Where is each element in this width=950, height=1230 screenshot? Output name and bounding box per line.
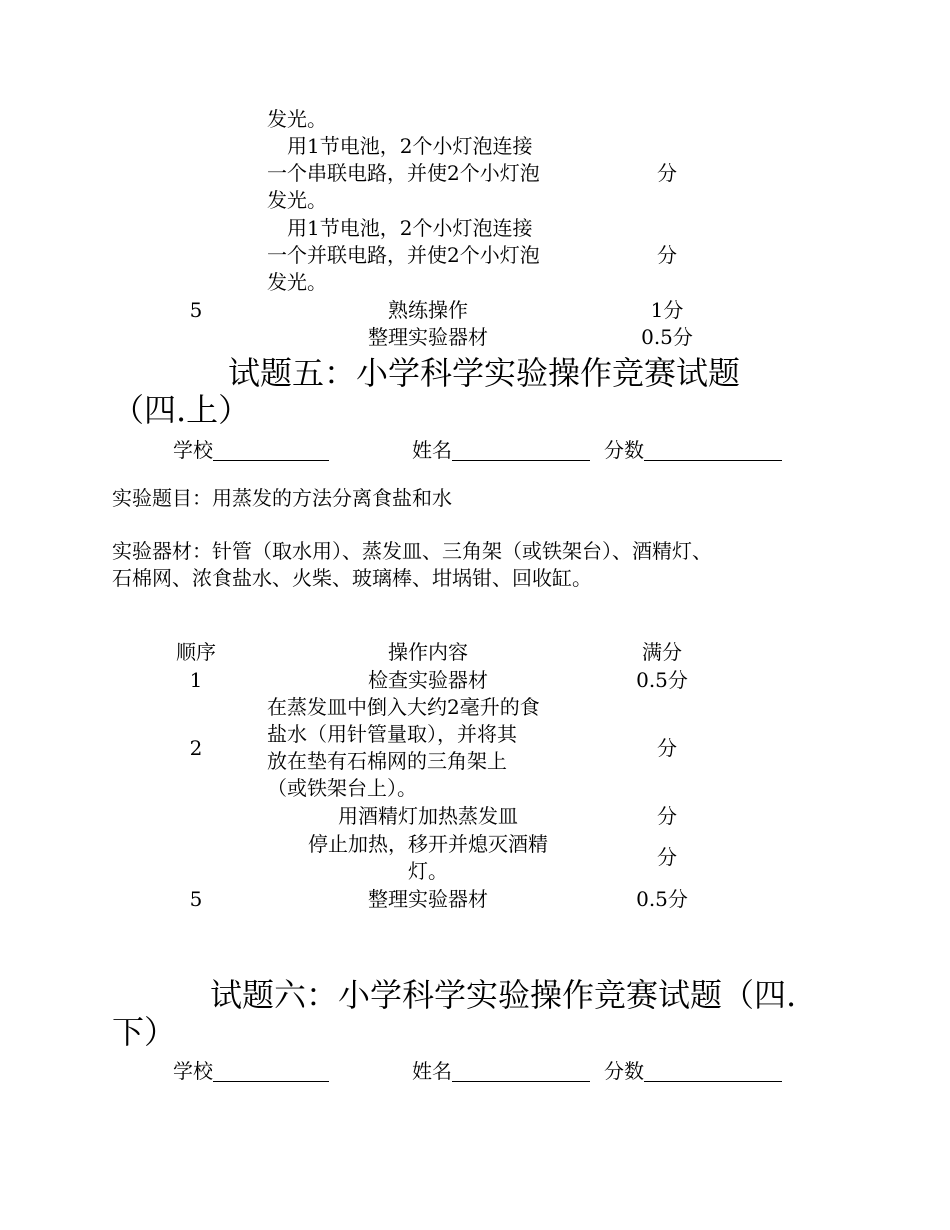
header-content: 操作内容 bbox=[388, 640, 468, 664]
section6-title-line2: 下） bbox=[112, 1013, 177, 1051]
table-row-4-content-line2: 灯。 bbox=[408, 859, 448, 883]
row-c-content-line3: 发光。 bbox=[267, 270, 327, 294]
header-seq: 顺序 bbox=[176, 640, 216, 664]
section5-score-field bbox=[604, 437, 782, 464]
score-label: 分数 bbox=[604, 438, 644, 462]
row-b-score: 分 bbox=[657, 161, 677, 185]
section5-title-line2: （四.上） bbox=[112, 391, 251, 429]
table-row-1-content: 检查实验器材 bbox=[368, 668, 488, 692]
row-5-seq: 5 bbox=[189, 298, 203, 322]
row-c-score: 分 bbox=[657, 243, 677, 267]
score-blank[interactable] bbox=[644, 440, 782, 461]
section5-name-field bbox=[412, 437, 590, 464]
table-row-2-content-line4: （或铁架台上）。 bbox=[267, 776, 417, 800]
name-blank[interactable] bbox=[452, 440, 590, 461]
row-5-content: 熟练操作 bbox=[388, 298, 468, 322]
row-b-content-line3: 发光。 bbox=[267, 188, 327, 212]
section6-score-field bbox=[604, 1058, 782, 1085]
row-c-content-line1: 用1节电池，2个小灯泡连接 bbox=[267, 216, 533, 240]
name-label: 姓名 bbox=[412, 438, 452, 462]
section5-topic: 实验题目：用蒸发的方法分离食盐和水 bbox=[112, 486, 452, 510]
section5-materials-line2: 石棉网、浓食盐水、火柴、玻璃棒、坩埚钳、回收缸。 bbox=[112, 566, 592, 590]
table-row-3-content: 用酒精灯加热蒸发皿 bbox=[338, 804, 518, 828]
row-5-score: 1分 bbox=[650, 298, 684, 322]
school-blank[interactable] bbox=[213, 1061, 329, 1082]
row-c-content-line2: 一个并联电路，并使2个小灯泡 bbox=[267, 243, 540, 267]
table-row-2-content-line3: 放在垫有石棉网的三角架上 bbox=[267, 749, 507, 773]
table-row-2-score: 分 bbox=[657, 736, 677, 760]
table-row-2-content-line2: 盐水（用针管量取），并将其 bbox=[267, 722, 517, 746]
section6-school-field bbox=[173, 1058, 329, 1085]
school-blank[interactable] bbox=[213, 440, 329, 461]
school-label: 学校 bbox=[173, 438, 213, 462]
table-row-5-content: 整理实验器材 bbox=[368, 887, 488, 911]
section6-title-line1: 试题六：小学科学实验操作竞赛试题（四. bbox=[210, 976, 797, 1014]
table-row-4-score: 分 bbox=[657, 845, 677, 869]
table-row-5-score: 0.5分 bbox=[636, 887, 688, 911]
table-row-5-seq: 5 bbox=[189, 887, 203, 911]
section6-name-field bbox=[412, 1058, 590, 1085]
table-row-1-seq: 1 bbox=[189, 668, 203, 692]
row-b-content-line2: 一个串联电路，并使2个小灯泡 bbox=[267, 161, 540, 185]
row-a-content-line1: 发光。 bbox=[267, 107, 327, 131]
table-row-3-score: 分 bbox=[657, 804, 677, 828]
name-blank[interactable] bbox=[452, 1061, 590, 1082]
score-label: 分数 bbox=[604, 1059, 644, 1083]
section5-materials-line1: 实验器材：针管（取水用）、蒸发皿、三角架（或铁架台）、酒精灯、 bbox=[112, 539, 712, 563]
header-score: 满分 bbox=[642, 640, 682, 664]
section5-school-field bbox=[173, 437, 329, 464]
row-b-content-line1: 用1节电池，2个小灯泡连接 bbox=[267, 134, 533, 158]
row-6-score: 0.5分 bbox=[641, 325, 693, 349]
name-label: 姓名 bbox=[412, 1059, 452, 1083]
section5-title-line1: 试题五：小学科学实验操作竞赛试题 bbox=[228, 354, 741, 392]
score-blank[interactable] bbox=[644, 1061, 782, 1082]
table-row-1-score: 0.5分 bbox=[636, 668, 688, 692]
table-row-2-seq: 2 bbox=[189, 736, 203, 760]
table-row-4-content-line1: 停止加热，移开并熄灭酒精 bbox=[308, 832, 548, 856]
school-label: 学校 bbox=[173, 1059, 213, 1083]
row-6-content: 整理实验器材 bbox=[368, 325, 488, 349]
table-row-2-content-line1: 在蒸发皿中倒入大约2毫升的食 bbox=[267, 695, 540, 719]
